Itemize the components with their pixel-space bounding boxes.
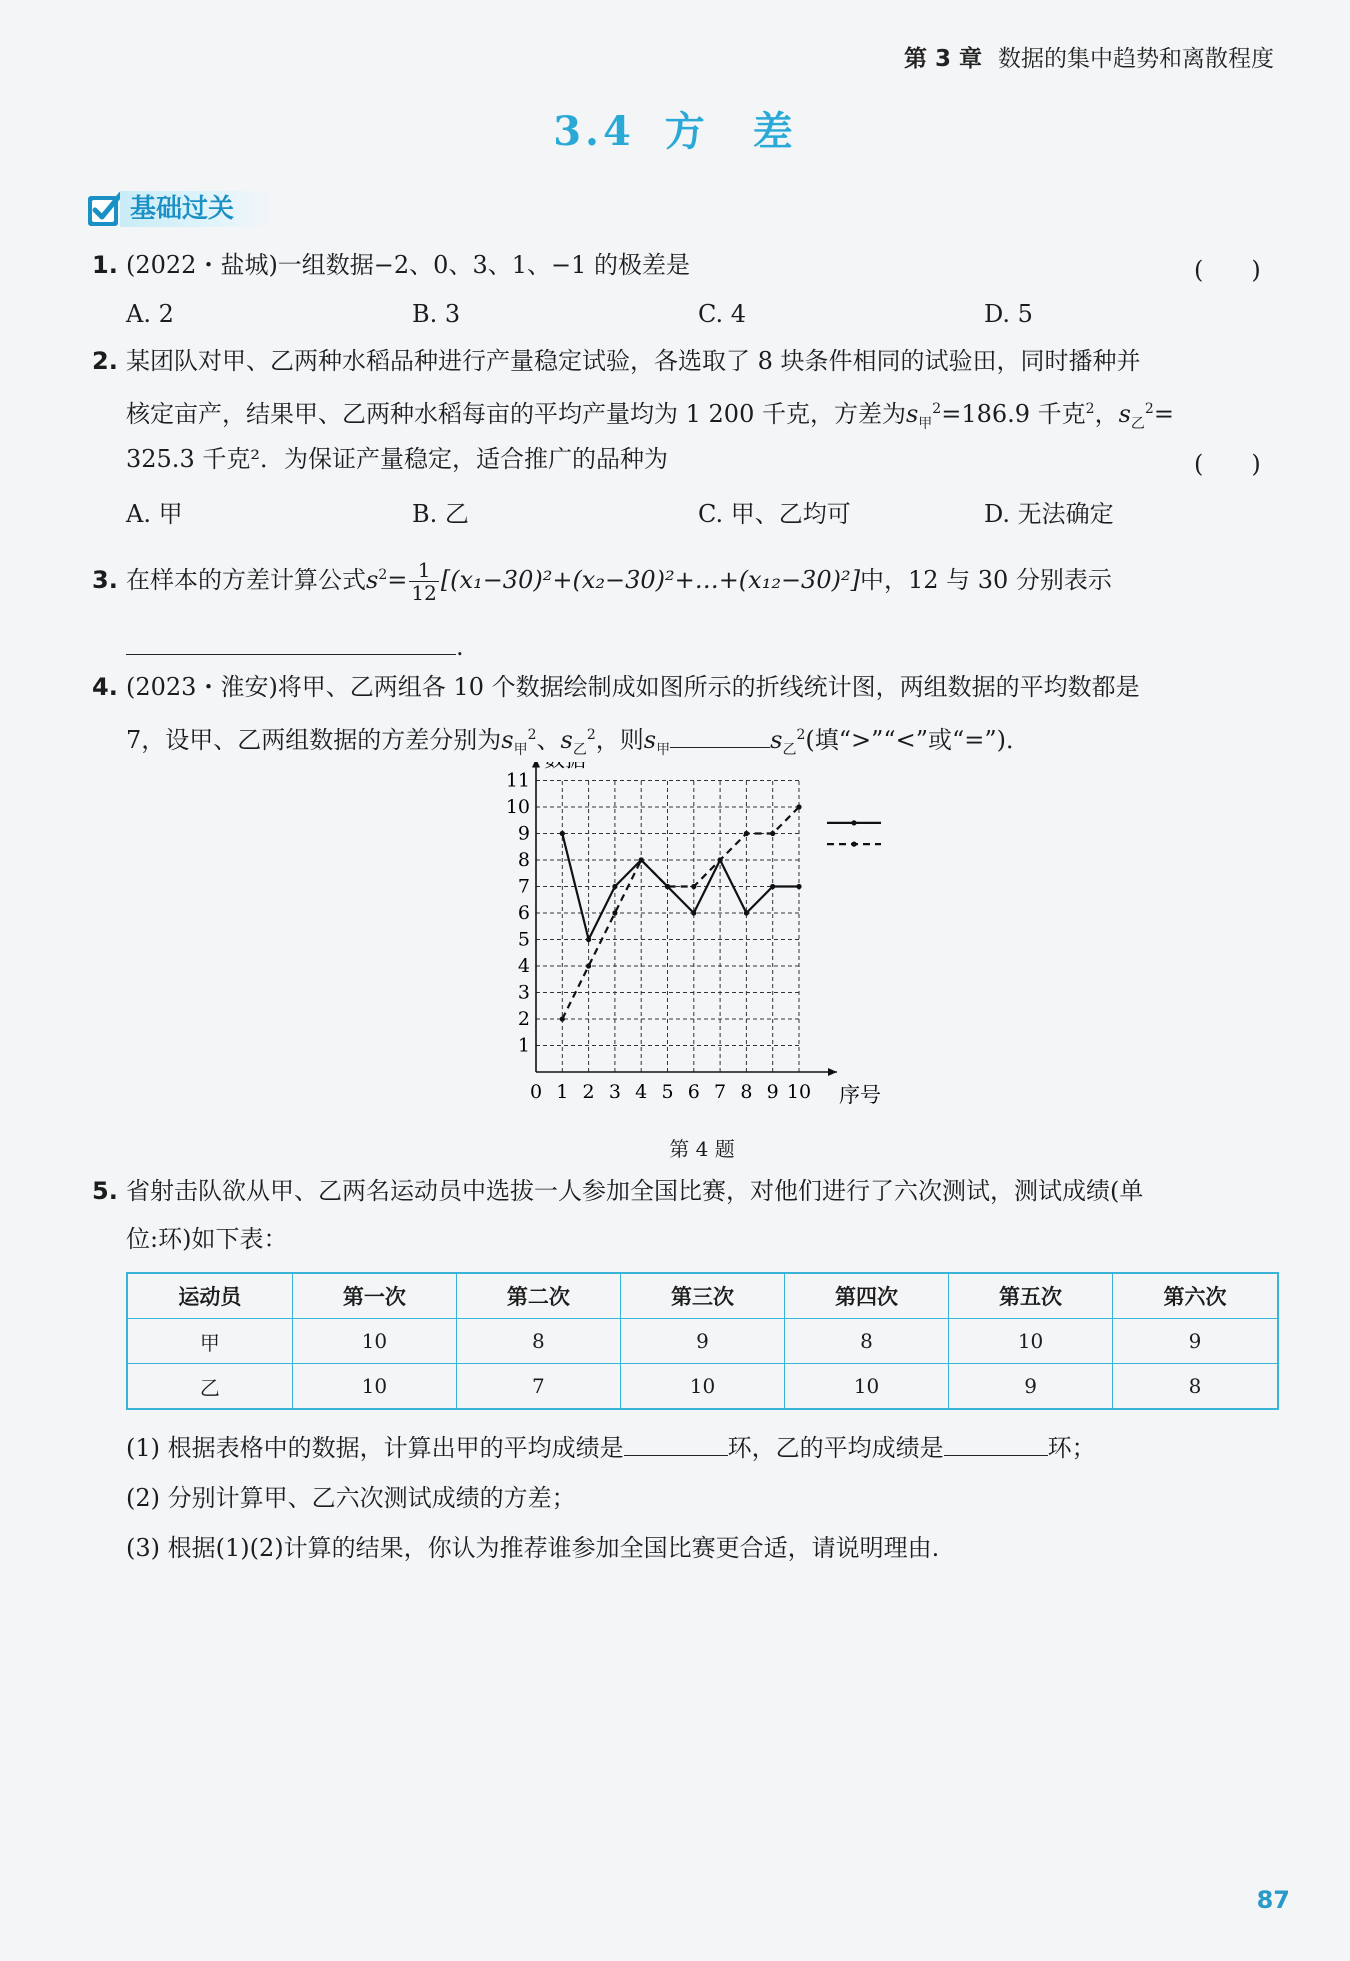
section-title: [0, 100, 1350, 157]
data-point: [586, 963, 591, 968]
data-point: [770, 831, 775, 836]
q5-sub1-text-c: 环；: [1047, 1434, 1096, 1462]
y-tick-label: 4: [517, 955, 530, 977]
q5-sub1-text-b: 环，乙的平均成绩是: [727, 1434, 944, 1462]
chapter-title: 数据的集中趋势和离散程度: [998, 46, 1274, 72]
q2-line3: [92, 442, 668, 476]
q3-suffix: 中，12 与 30 分别表示: [859, 566, 1112, 594]
y-tick-label: 1: [517, 1034, 530, 1057]
check-box-icon: [86, 190, 124, 228]
q5-number: 5.: [92, 1177, 118, 1205]
table-header-cell: 第六次: [1113, 1273, 1278, 1319]
q2-option-d[interactable]: D. 无法确定: [984, 500, 1114, 528]
scores-table: [126, 1272, 1279, 1410]
data-point: [691, 884, 696, 889]
x-tick-label: 8: [740, 1081, 753, 1103]
x-tick-label: 1: [556, 1081, 569, 1103]
table-row: [127, 1364, 1278, 1410]
q3-frac-num: 1: [409, 559, 438, 582]
data-point: [796, 884, 801, 889]
y-tick-label: 5: [517, 928, 530, 951]
q3-formula: [(x₁−30)²+(x₂−30)²+…+(x₁₂−30)²]: [440, 566, 860, 594]
x-axis-arrow-icon: [828, 1068, 837, 1076]
legend-marker: [851, 842, 856, 847]
table-cell: 8: [1113, 1364, 1278, 1410]
data-point: [639, 857, 644, 862]
q4-number: 4.: [92, 673, 118, 701]
q2-text-line2c: =: [1153, 400, 1174, 428]
y-tick-label: 6: [517, 902, 530, 924]
q5-text-line1: 省射击队欲从甲、乙两名运动员中选拔一人参加全国比赛，对他们进行了六次测试，测试成绩(单: [126, 1177, 1144, 1205]
table-row: [127, 1319, 1278, 1364]
q1-text: (2022・盐城)一组数据−2、0、3、1、−1 的极差是: [126, 251, 690, 279]
table-cell: 乙: [127, 1364, 292, 1410]
chapter-number: 第 3 章: [903, 46, 982, 72]
q5-jia-average-blank[interactable]: [624, 1433, 728, 1456]
y-tick-label: 9: [517, 822, 530, 845]
line-chart-svg: [486, 762, 886, 1122]
x-tick-label: 2: [582, 1081, 595, 1103]
q5-yi-average-blank[interactable]: [944, 1433, 1048, 1456]
x-tick-label: 0: [529, 1081, 543, 1103]
q5-line1: [92, 1174, 1143, 1208]
q5-sub1-text-a: (1) 根据表格中的数据，计算出甲的平均成绩是: [126, 1434, 624, 1462]
table-cell: 9: [1113, 1319, 1278, 1364]
data-point: [612, 910, 617, 915]
q2-answer-bracket[interactable]: ( ): [1194, 450, 1261, 478]
q1-option-a[interactable]: A. 2: [126, 300, 174, 328]
x-axis-label: 序号: [839, 1083, 881, 1107]
q3-answer-line[interactable]: .: [126, 632, 464, 661]
chapter-header: [904, 40, 1274, 73]
q1-stem: [92, 248, 690, 282]
q1-option-b[interactable]: B. 3: [412, 300, 461, 328]
q3-prefix: 在样本的方差计算公式: [126, 566, 366, 594]
table-cell: 9: [620, 1319, 784, 1364]
y-axis-arrow-icon: [532, 762, 540, 768]
table-cell: 7: [456, 1364, 620, 1410]
data-point: [744, 910, 749, 915]
data-point: [770, 884, 775, 889]
q4-text-line2c: (填“>”“<”或“=”)．: [805, 726, 1031, 754]
q1-option-d[interactable]: D. 5: [984, 300, 1033, 328]
table-header-cell: 第四次: [784, 1273, 948, 1319]
q2-option-c[interactable]: C. 甲、乙均可: [698, 500, 851, 528]
y-tick-label: 7: [517, 875, 530, 898]
x-tick-label: 6: [687, 1081, 700, 1103]
data-point: [744, 831, 749, 836]
y-tick-label: 2: [517, 1008, 530, 1030]
data-point: [560, 1016, 565, 1021]
q1-number: 1.: [92, 251, 118, 279]
legend-marker: [851, 820, 856, 825]
table-cell: 8: [784, 1319, 948, 1364]
table-cell: 8: [456, 1319, 620, 1364]
table-header-cell: 第一次: [292, 1273, 456, 1319]
data-point: [586, 937, 591, 942]
q1-answer-bracket[interactable]: ( ): [1194, 256, 1261, 284]
table-header-cell: 第三次: [620, 1273, 784, 1319]
q1-option-c[interactable]: C. 4: [698, 300, 747, 328]
y-axis-label: [544, 762, 586, 772]
table-header-row: [127, 1273, 1278, 1319]
table-cell: 10: [292, 1364, 456, 1410]
x-tick-label: 10: [786, 1081, 812, 1103]
q4-line2: 7，设甲、乙两组数据的方差分别为$s_甲^2$、$s_乙^2$，则$s_甲$ $s_乙^2$(填“>”“<”或“=”)．: [126, 726, 1031, 758]
y-tick-label: 8: [517, 849, 530, 871]
table-cell: 9: [949, 1364, 1113, 1410]
x-tick-label: 5: [661, 1081, 674, 1103]
q2-option-b[interactable]: B. 乙: [412, 500, 469, 528]
table-header-cell: 运动员: [127, 1273, 292, 1319]
x-tick-label: 9: [766, 1081, 779, 1103]
q4-text-line2a: 7，设甲、乙两组数据的方差分别为: [126, 726, 502, 754]
section-name: 方 差: [664, 108, 797, 155]
data-point: [718, 857, 723, 862]
y-tick-label: 11: [505, 769, 530, 792]
q3-number: 3.: [92, 566, 118, 594]
data-point: [612, 884, 617, 889]
table-cell: 10: [784, 1364, 948, 1410]
data-point: [560, 831, 565, 836]
section-badge: [86, 190, 270, 228]
q3-stem: 3. 在样本的方差计算公式$s^2=$ $\frac{1}{12}$ [(x₁−30)²+(x₂−30)²+…+(x₁₂−30)²]中，12 与 30 分别表示: [92, 558, 1112, 605]
q5-subquestion-2: (2) 分别计算甲、乙六次测试成绩的方差；: [126, 1484, 576, 1512]
q4-line1: [92, 670, 1140, 704]
x-tick-label: 7: [714, 1081, 727, 1103]
table-cell: 10: [292, 1319, 456, 1364]
q4-text-line2b: ，则: [595, 726, 644, 754]
q2-s-yi-sub: 乙: [1130, 415, 1145, 432]
table-cell: 10: [620, 1364, 784, 1410]
q5-subquestion-1: [126, 1428, 1096, 1463]
y-tick-label: 3: [517, 981, 530, 1004]
q2-text-line2b: =186.9 千克: [941, 400, 1086, 428]
section-number: 3.4: [553, 108, 635, 155]
q2-line2: 核定亩产，结果甲、乙两种水稻每亩的平均产量均为 1 200 千克，方差为$s_甲^2=186.9$ 千克$^2$，$s_乙^2=$: [126, 400, 1174, 432]
q5-text-line2: 位:环)如下表：: [126, 1225, 288, 1253]
line-chart: [486, 762, 886, 1122]
q2-text-line1: 某团队对甲、乙两种水稻品种进行产量稳定试验，各选取了 8 块条件相同的试验田，同时播种并: [126, 347, 1141, 375]
q3-fraction: [409, 559, 438, 604]
q2-text-line2a: 核定亩产，结果甲、乙两种水稻每亩的平均产量均为 1 200 千克，方差为: [126, 400, 906, 428]
q4-answer-blank[interactable]: [670, 725, 770, 748]
table-cell: 10: [949, 1319, 1113, 1364]
data-point: [691, 910, 696, 915]
q2-option-a[interactable]: A. 甲: [126, 500, 183, 528]
x-tick-label: 3: [608, 1081, 621, 1103]
q5-line2: [92, 1222, 287, 1256]
data-point: [665, 884, 670, 889]
q2-line1: [92, 344, 1141, 378]
table-cell: 甲: [127, 1319, 292, 1364]
q2-number: 2.: [92, 347, 118, 375]
page-number: 87: [1256, 1886, 1290, 1914]
q4-text-line1: (2023・淮安)将甲、乙两组各 10 个数据绘制成如图所示的折线统计图，两组数据的平均数都是: [126, 673, 1140, 701]
badge-label: 基础过关: [120, 191, 270, 227]
table-header-cell: 第五次: [949, 1273, 1113, 1319]
table-header-cell: 第二次: [456, 1273, 620, 1319]
chart-caption: 第 4 题: [669, 1137, 735, 1161]
x-tick-label: 4: [635, 1081, 648, 1103]
y-tick-label: 10: [505, 796, 530, 818]
q3-frac-den: 12: [411, 581, 437, 605]
q5-subquestion-3: (3) 根据(1)(2)计算的结果，你认为推荐谁参加全国比赛更合适，请说明理由.: [126, 1534, 940, 1562]
data-point: [796, 804, 801, 809]
q2-text-line3: 325.3 千克²．为保证产量稳定，适合推广的品种为: [126, 445, 668, 473]
q2-s-jia-sub: 甲: [918, 415, 933, 432]
